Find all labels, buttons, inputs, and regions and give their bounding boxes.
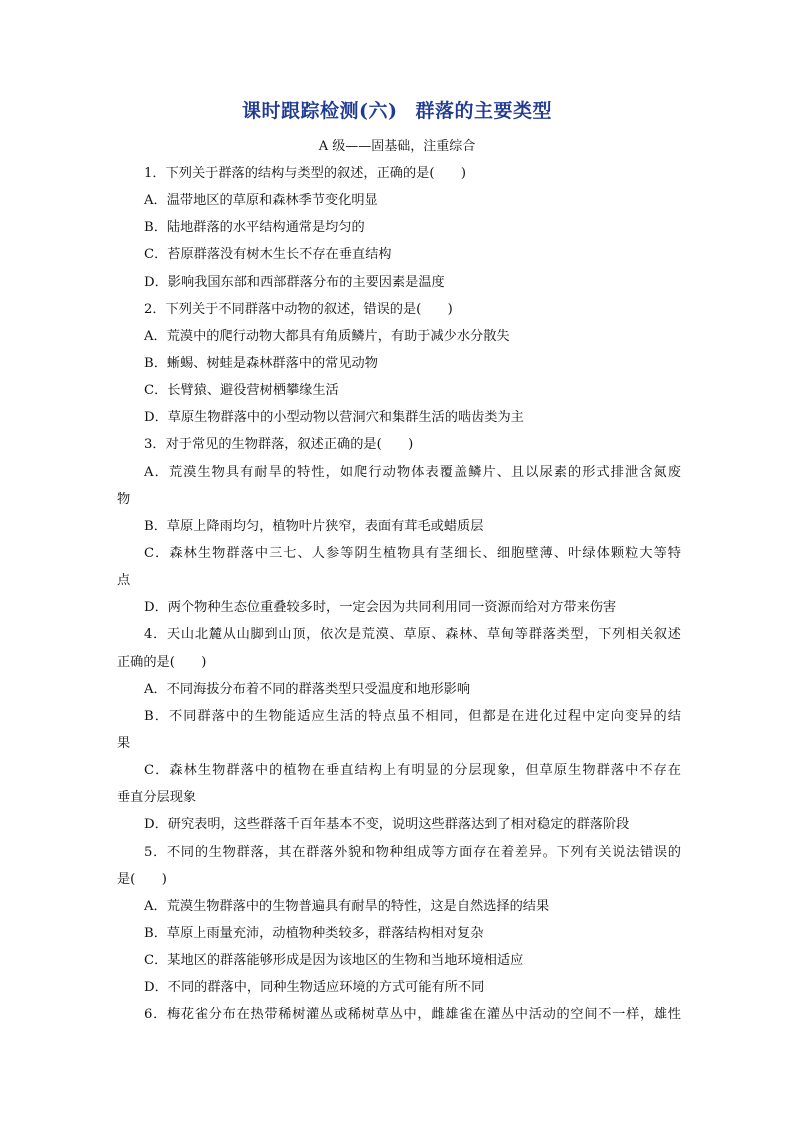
section-subtitle: A 级——固基础，注重综合 [318, 139, 476, 154]
text-line: D．不同的群落中，同种生物适应环境的方式可能有所不同 [144, 980, 485, 996]
text-line: 3．对于常见的生物群落，叙述正确的是( ) [144, 437, 414, 453]
text-line: D．影响我国东部和西部群落分布的主要因素是温度 [144, 274, 445, 290]
text-line: 正确的是( ) [117, 654, 207, 670]
text-line: 2．下列关于不同群落中动物的叙述，错误的是( ) [144, 301, 453, 317]
text-line: 4．天山北麓从山脚到山顶，依次是荒漠、草原、森林、草甸等群落类型，下列相关叙述 [144, 627, 681, 643]
text-line: B．草原上降雨均匀，植物叶片狭窄，表面有茸毛或蜡质层 [144, 518, 484, 534]
question-content [117, 160, 681, 1029]
text-line: 垂直分层现象 [117, 790, 197, 806]
text-line: 6．梅花雀分布在热带稀树灌丛或稀树草丛中，雌雄雀在灌丛中活动的空间不一样，雄性 [144, 1007, 681, 1023]
text-line: 点 [117, 573, 131, 589]
text-line: D．研究表明，这些群落千百年基本不变，说明这些群落达到了相对稳定的群落阶段 [144, 817, 630, 833]
text-line: 1．下列关于群落的结构与类型的叙述，正确的是( ) [144, 166, 466, 181]
title-topic: 群落的主要类型 [415, 100, 552, 122]
text-line: A．荒漠生物具有耐旱的特性，如爬行动物体表覆盖鳞片、且以尿素的形式排泄含氮废 [144, 464, 681, 480]
text-line: 果 [117, 735, 131, 751]
text-line: A．不同海拔分布着不同的群落类型只受温度和地形影响 [144, 681, 471, 697]
text-line: B．陆地群落的水平结构通常是均匀的 [144, 220, 365, 236]
text-line: B．蜥蜴、树蛙是森林群落中的常见动物 [144, 355, 378, 371]
text-line: B．不同群落中的生物能适应生活的特点虽不相同，但都是在进化过程中定向变异的结 [144, 708, 681, 724]
text-line: C．森林生物群落中的植物在垂直结构上有明显的分层现象，但草原生物群落中不存在 [144, 763, 681, 779]
text-line: C．长臂猿、避役营树栖攀缘生活 [144, 383, 339, 399]
text-line: 5．不同的生物群落，其在群落外貌和物种组成等方面存在着差异。下列有关说法错误的 [144, 844, 681, 860]
text-line: C．森林生物群落中三七、人参等阴生植物具有茎细长、细胞壁薄、叶绿体颗粒大等特 [144, 545, 681, 561]
document-title [0, 96, 794, 123]
text-line: D．草原生物群落中的小型动物以营洞穴和集群生活的啮齿类为主 [144, 410, 524, 426]
text-line: B．草原上雨量充沛，动植物种类较多，群落结构相对复杂 [144, 925, 484, 941]
text-line: 物 [117, 491, 131, 507]
text-line: 是( ) [117, 871, 167, 887]
text-line: A．荒漠生物群落中的生物普遍具有耐旱的特性，这是自然选择的结果 [144, 898, 550, 914]
text-line: D．两个物种生态位重叠较多时，一定会因为共同利用同一资源而给对方带来伤害 [144, 600, 617, 616]
text-line: A．荒漠中的爬行动物大都具有角质鳞片，有助于减少水分散失 [144, 328, 510, 344]
title-main: 课时跟踪检测(六) [242, 100, 398, 122]
text-line: A．温带地区的草原和森林季节变化明显 [144, 193, 378, 209]
text-line: C．苔原群落没有树木生长不存在垂直结构 [144, 247, 392, 263]
text-line: C．某地区的群落能够形成是因为该地区的生物和当地环境相适应 [144, 953, 524, 969]
